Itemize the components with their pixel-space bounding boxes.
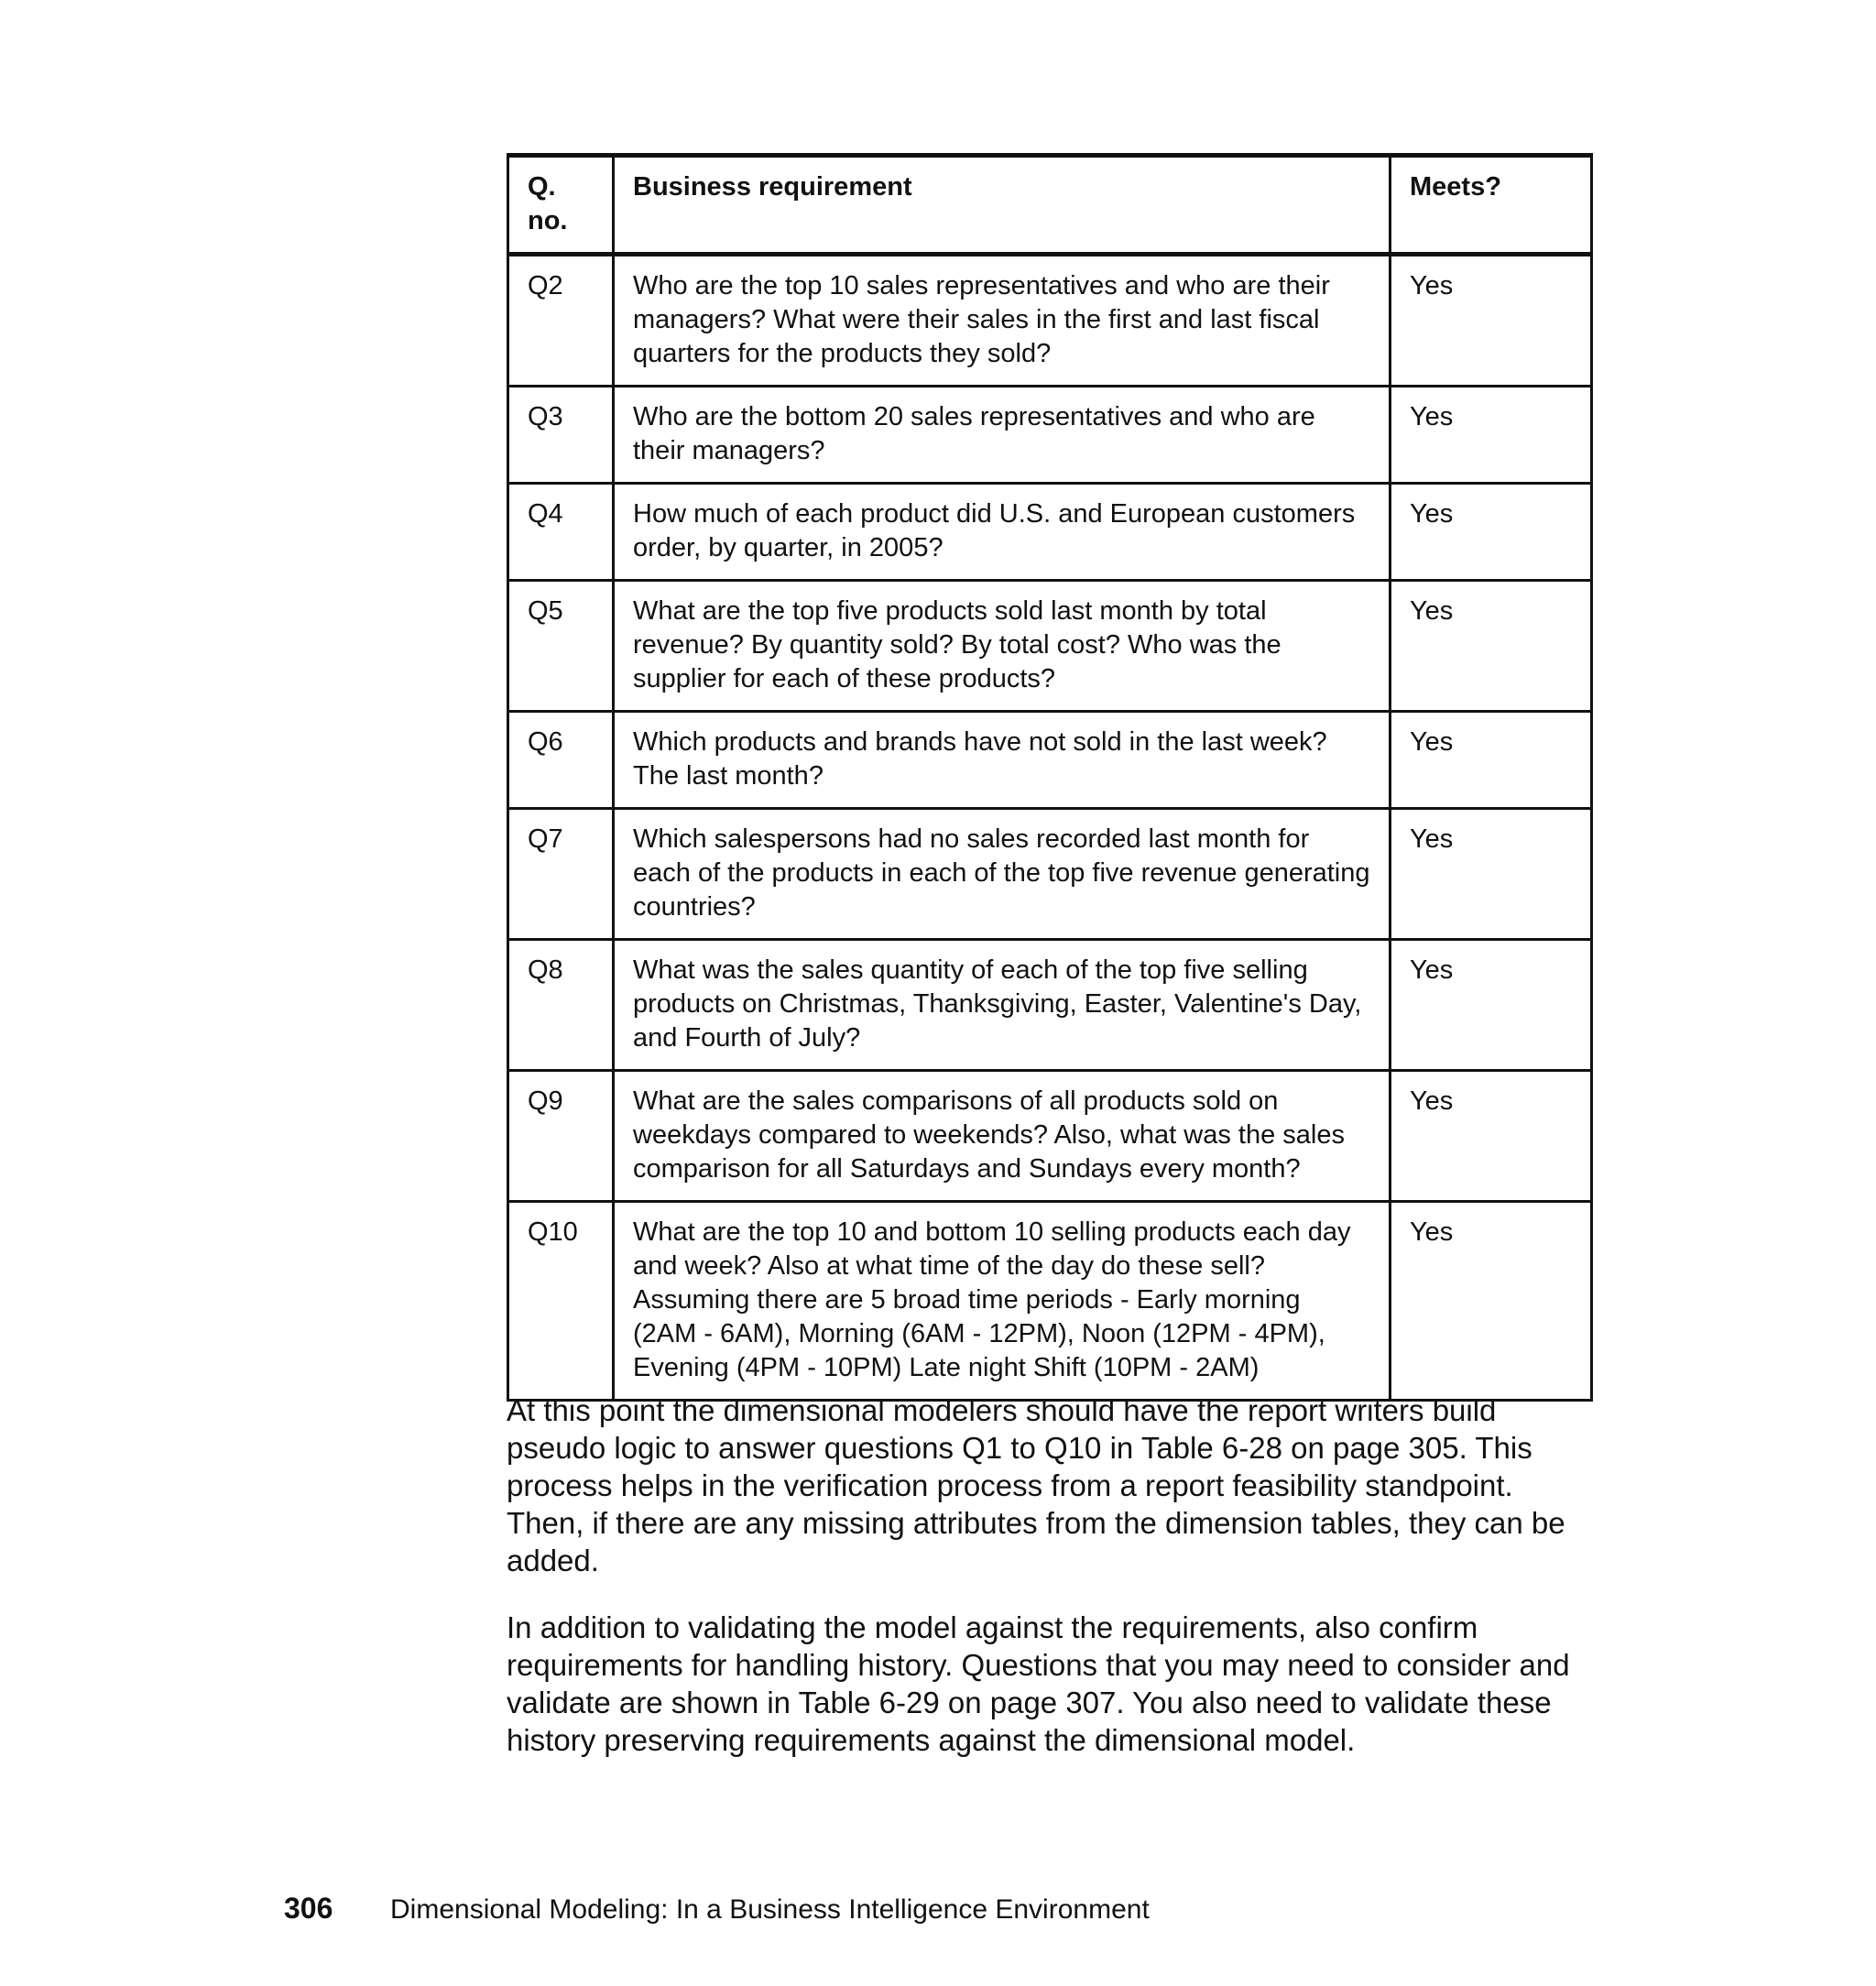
requirement-cell: What are the top five products sold last month by total revenue? By quantity sold? By total cost? Who was the supplier for each of these products? <box>614 581 1391 712</box>
requirement-cell: Who are the bottom 20 sales representatives and who are their managers? <box>614 387 1391 484</box>
meets-cell: Yes <box>1391 712 1592 809</box>
book-title: Dimensional Modeling: In a Business Intelligence Environment <box>390 1894 1150 1925</box>
question-number-cell: Q4 <box>508 484 614 581</box>
requirement-cell: What was the sales quantity of each of the top five selling products on Christmas, Thanksgiving, Easter, Valentine's Day, and Fourth of July? <box>614 940 1391 1071</box>
question-number-cell: Q7 <box>508 809 614 940</box>
table-row <box>508 387 1592 484</box>
requirement-cell: Which products and brands have not sold in the last week? The last month? <box>614 712 1391 809</box>
page-footer <box>284 1890 1150 1928</box>
table-row <box>508 1071 1592 1202</box>
question-number-cell: Q5 <box>508 581 614 712</box>
body-paragraph-2: In addition to validating the model against the requirements, also confirm requirements for handling history. Questions that you may need to consider and validate are shown in Table 6-29 on page 307. You also need to validate these history preserving requirements against the dimensional model. <box>507 1610 1570 1757</box>
question-number-cell: Q9 <box>508 1071 614 1202</box>
requirement-cell: What are the sales comparisons of all products sold on weekdays compared to weekends? Also, what was the sales comparison for all Saturdays and Sundays every month? <box>614 1071 1391 1202</box>
meets-cell: Yes <box>1391 940 1592 1071</box>
meets-cell: Yes <box>1391 484 1592 581</box>
table-row <box>508 581 1592 712</box>
table-row <box>508 809 1592 940</box>
table-row <box>508 940 1592 1071</box>
body-paragraph-1: At this point the dimensional modelers should have the report writers build pseudo logic to answer questions Q1 to Q10 in Table 6-28 on page 305. This process helps in the verification process from a report feasibility standpoint. Then, if there are any missing attributes from the dimension tables, they can be added. <box>507 1393 1565 1577</box>
meets-cell: Yes <box>1391 255 1592 387</box>
table-header-row <box>508 156 1592 255</box>
table-row <box>508 712 1592 809</box>
requirement-cell: What are the top 10 and bottom 10 selling products each day and week? Also at what time of the day do these sell? Assuming there are 5 broad time periods - Early morning (2AM - 6AM), Morning (6AM - 12PM), Noon (12PM - 4PM), Evening (4PM - 10PM) Late night Shift (10PM - 2AM) <box>614 1202 1391 1401</box>
table-row <box>508 255 1592 387</box>
requirement-cell: Which salespersons had no sales recorded last month for each of the products in each of the top five revenue generating countries? <box>614 809 1391 940</box>
meets-cell: Yes <box>1391 581 1592 712</box>
requirements-table <box>507 153 1593 1402</box>
table-body <box>508 255 1592 1401</box>
question-number-cell: Q10 <box>508 1202 614 1401</box>
question-number-cell: Q8 <box>508 940 614 1071</box>
question-number-cell: Q6 <box>508 712 614 809</box>
page-number: 306 <box>284 1892 333 1925</box>
header-meets: Meets? <box>1391 156 1592 255</box>
requirement-cell: Who are the top 10 sales representatives and who are their managers? What were their sales in the first and last fiscal quarters for the products they sold? <box>614 255 1391 387</box>
meets-cell: Yes <box>1391 809 1592 940</box>
header-business-requirement: Business requirement <box>614 156 1391 255</box>
table-row <box>508 484 1592 581</box>
meets-cell: Yes <box>1391 387 1592 484</box>
question-number-cell: Q2 <box>508 255 614 387</box>
table-row <box>508 1202 1592 1401</box>
meets-cell: Yes <box>1391 1202 1592 1401</box>
meets-cell: Yes <box>1391 1071 1592 1202</box>
requirement-cell: How much of each product did U.S. and European customers order, by quarter, in 2005? <box>614 484 1391 581</box>
header-q-no: Q. no. <box>508 156 614 255</box>
question-number-cell: Q3 <box>508 387 614 484</box>
